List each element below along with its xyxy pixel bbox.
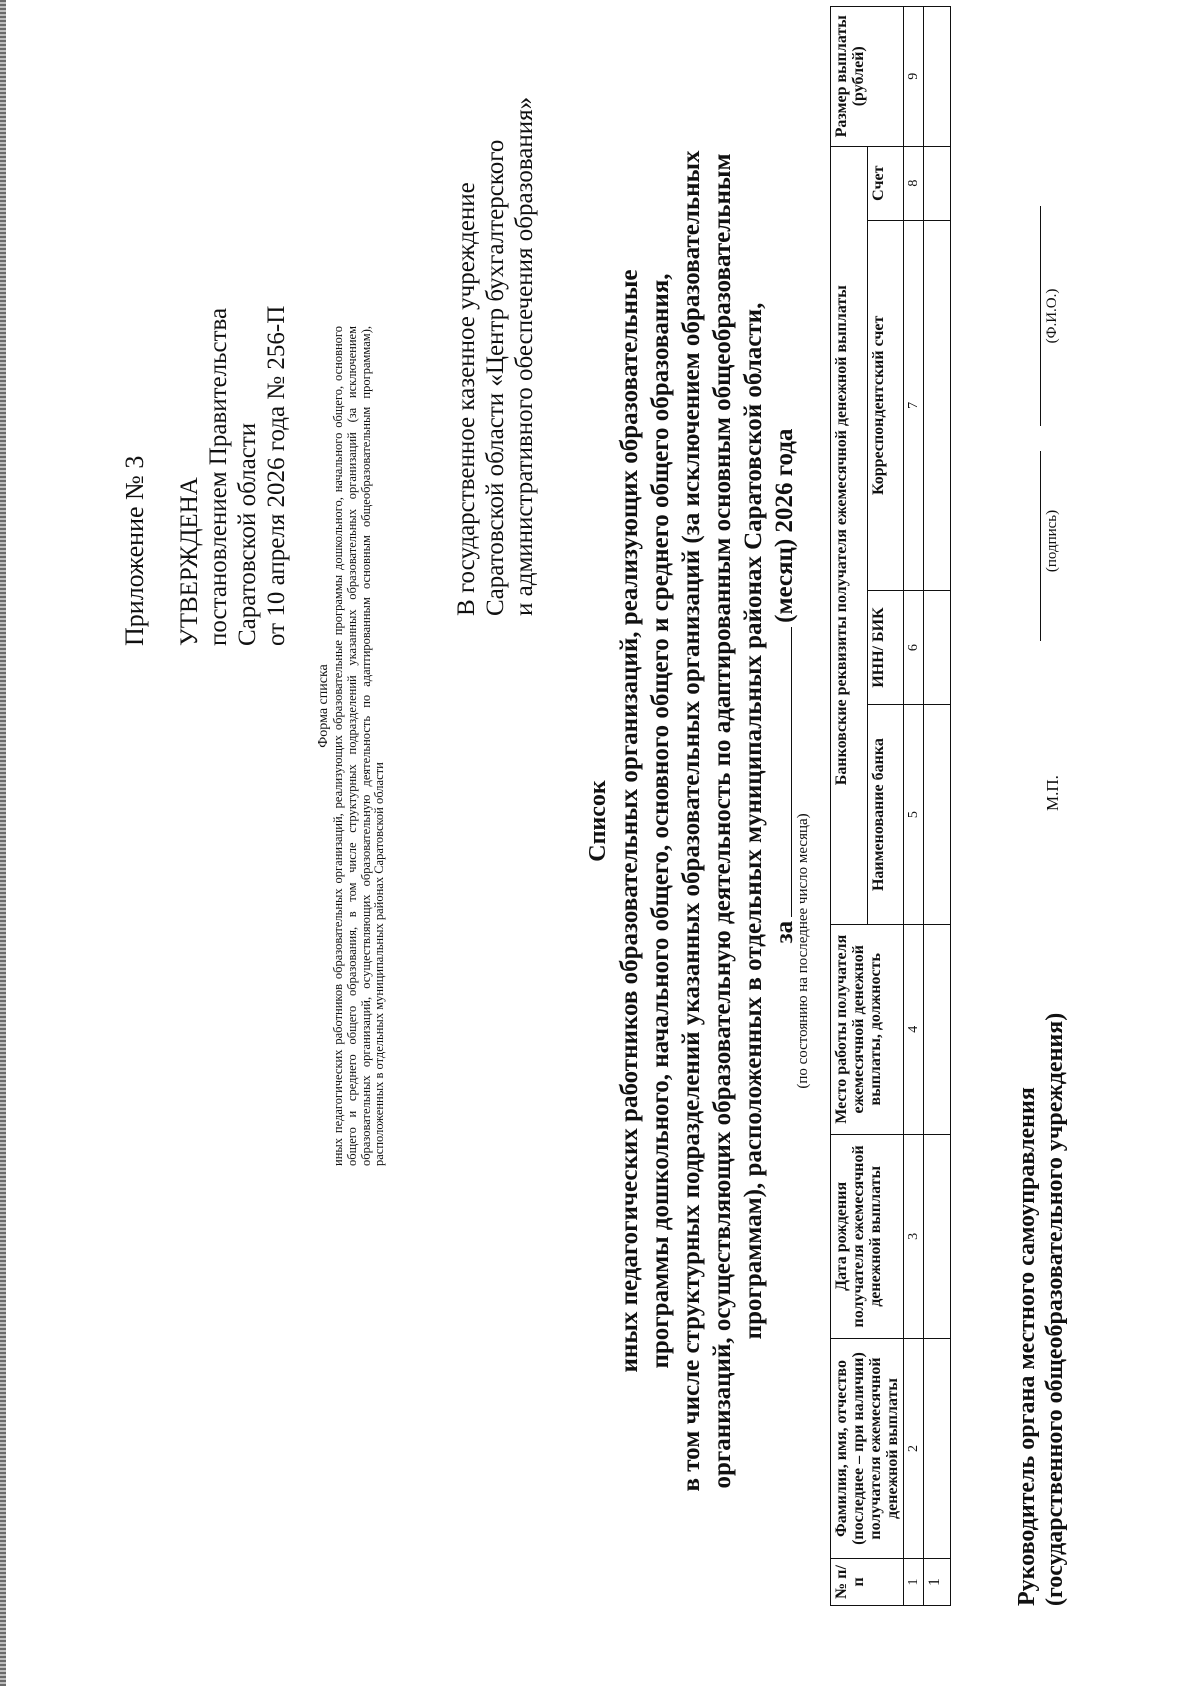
table-cell: 1	[924, 1558, 951, 1605]
column-number: 1	[904, 1558, 924, 1605]
column-number: 5	[904, 705, 924, 925]
column-number: 4	[904, 924, 924, 1134]
header-col-3: Дата рождения получателя ежемесячной денежной выплаты	[831, 1134, 904, 1339]
title-line: программам), расположенных в отдельных муниципальных районах Саратовской области,	[740, 302, 767, 1340]
recipient-line: Саратовской области «Центр бухгалтерского	[482, 139, 509, 616]
table-cell	[924, 1339, 951, 1559]
column-number: 6	[904, 590, 924, 704]
head-title-line: Руководитель органа местного самоуправления	[1014, 1087, 1040, 1606]
header-col-1: № п/п	[831, 1558, 904, 1605]
column-number: 7	[904, 220, 924, 590]
recipient-line: В государственное казенное учреждение	[453, 182, 480, 616]
column-number: 3	[904, 1134, 924, 1339]
header-col-8: Счет	[867, 146, 904, 220]
approved-line: Саратовской области	[234, 422, 261, 646]
table-cell	[924, 146, 951, 220]
form-title: Форма списка	[316, 664, 331, 748]
name-line	[1040, 206, 1041, 426]
as-of-note: (по состоянию на последнее число месяца)	[795, 813, 811, 1089]
title-line: организаций, осуществляющих образовательную деятельность по адаптированным основным общеобразовательным	[709, 153, 736, 1489]
approved-label: УТВЕРЖДЕНА	[176, 477, 203, 646]
title-line: иных педагогических работников образовательных организаций, реализующих образовательные	[616, 269, 643, 1373]
recipient-line: и административного обеспечения образования»	[511, 96, 538, 616]
recipient-block	[452, 96, 539, 616]
title-line: в том числе структурных подразделений указанных образовательных организаций (за исключением образовательных	[678, 150, 705, 1492]
table-number-row	[904, 7, 924, 1606]
stamp-place-label: М.П.	[1043, 775, 1062, 811]
header-col-5: Наименование банка	[867, 705, 904, 925]
title-main: Список	[585, 780, 611, 862]
payments-table	[830, 6, 951, 1606]
appendix-number: Приложение № 3	[120, 455, 149, 646]
month-blank	[771, 627, 792, 917]
header-bank-group: Банковские реквизиты получателя ежемесячной денежной выплаты	[831, 146, 868, 924]
header-col-7: Корреспондентский счет	[867, 220, 904, 590]
table-header-row	[831, 7, 868, 1606]
table-cell	[924, 7, 951, 147]
document-title	[584, 6, 769, 1636]
head-signature-block	[1013, 706, 1069, 1606]
header-col-2: Фамилия, имя, отчество (последнее – при наличии) получателя ежемесячной денежной выплаты	[831, 1339, 904, 1559]
header-col-6: ИНН/ БИК	[867, 590, 904, 704]
period-za: за	[771, 920, 798, 944]
table-cell	[924, 1134, 951, 1339]
approved-line: от 10 апреля 2026 года № 256-П	[263, 305, 290, 646]
column-number: 2	[904, 1339, 924, 1559]
period-month: (месяц) 2026 года	[771, 428, 798, 623]
signature-caption: (подпись)	[1044, 509, 1060, 573]
title-line: программы дошкольного, начального общего, основного общего и среднего общего образования,	[647, 273, 674, 1369]
approved-line: постановлением Правительства	[205, 307, 232, 646]
column-number: 9	[904, 7, 924, 147]
header-col-9: Размер выплаты (рублей)	[831, 7, 904, 147]
column-number: 8	[904, 146, 924, 220]
table-cell	[924, 924, 951, 1134]
table-row	[924, 7, 951, 1606]
approval-block	[120, 86, 291, 646]
name-caption: (Ф.И.О.)	[1044, 288, 1060, 344]
form-description: иных педагогических работников образовательных организаций, реализующих образовательные программы дошкольного, начального общего, основного общего и среднего общего образования, в том числе структурных подразделений указанных образовательных организаций (за исключением образовательных организаций, осуществляющих образовательную деятельность по адаптированным основным общеобразовательным программам), расположенных в отдельных муниципальных районах Саратовской области	[331, 326, 387, 1166]
head-title-line: (государственного общеобразовательного учреждения)	[1042, 1012, 1068, 1606]
table-cell	[924, 220, 951, 590]
signature-line	[1040, 451, 1041, 641]
table-cell	[924, 590, 951, 704]
table-cell	[924, 705, 951, 925]
header-col-4: Место работы получателя ежемесячной денежной выплаты, должность	[831, 924, 904, 1134]
